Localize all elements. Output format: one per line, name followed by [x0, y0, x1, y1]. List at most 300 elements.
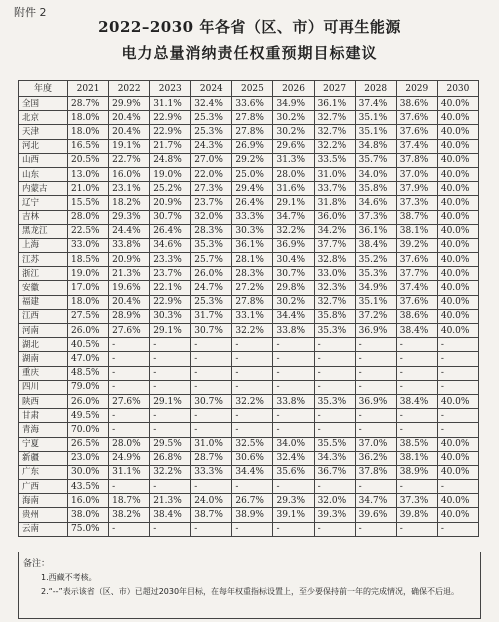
weight-cell: 37.3% — [355, 210, 396, 224]
weight-cell: 40.0% — [437, 196, 478, 210]
weight-cell: - — [314, 352, 355, 366]
weight-cell: - — [314, 366, 355, 380]
weight-cell: - — [150, 522, 191, 536]
table-row — [19, 210, 479, 224]
weight-cell: 35.3% — [191, 238, 232, 252]
weight-cell: 35.3% — [314, 394, 355, 408]
weight-cell: 40.0% — [437, 125, 478, 139]
note-item: 2.“--”表示该省（区、市）已超过2030年目标，在每年权重指标设置上，至少要保持前一年的完成情况，确保不后退。 — [41, 587, 460, 596]
weight-cell: 34.4% — [232, 465, 273, 479]
weight-cell: 33.7% — [314, 182, 355, 196]
weight-cell: 13.0% — [68, 167, 109, 181]
weight-cell: 35.8% — [355, 182, 396, 196]
table-row — [19, 253, 479, 267]
weight-cell: 32.4% — [191, 97, 232, 111]
weight-cell: 39.3% — [314, 508, 355, 522]
weight-cell: 20.4% — [109, 295, 150, 309]
weight-cell: 23.0% — [68, 451, 109, 465]
weight-cell: - — [437, 338, 478, 352]
weight-cell: 28.0% — [273, 167, 314, 181]
weight-cell: - — [273, 380, 314, 394]
weight-cell: - — [150, 423, 191, 437]
weight-cell: 38.2% — [109, 508, 150, 522]
weight-cell: 34.0% — [355, 167, 396, 181]
weight-cell: - — [314, 522, 355, 536]
table-row — [19, 125, 479, 139]
weight-cell: 36.1% — [355, 224, 396, 238]
table-row — [19, 423, 479, 437]
weight-cell: 23.3% — [150, 253, 191, 267]
province-cell: 新疆 — [19, 451, 68, 465]
weight-cell: 43.5% — [68, 480, 109, 494]
weight-cell: 40.0% — [437, 224, 478, 238]
province-cell: 湖南 — [19, 352, 68, 366]
province-cell: 江苏 — [19, 253, 68, 267]
weight-cell: - — [396, 338, 437, 352]
weight-cell: 38.4% — [396, 324, 437, 338]
weight-cell: 31.6% — [273, 182, 314, 196]
weight-cell: 40.0% — [437, 309, 478, 323]
weight-cell: 37.3% — [396, 196, 437, 210]
weight-cell: 29.1% — [273, 196, 314, 210]
weight-cell: - — [396, 409, 437, 423]
weight-cell: 32.7% — [314, 295, 355, 309]
weight-cell: 40.0% — [437, 139, 478, 153]
province-cell: 北京 — [19, 111, 68, 125]
weight-cell: - — [396, 352, 437, 366]
weight-cell: 34.0% — [273, 437, 314, 451]
weight-cell: 33.0% — [68, 238, 109, 252]
weight-cell: 28.9% — [109, 309, 150, 323]
weight-cell: 27.6% — [109, 394, 150, 408]
weight-cell: - — [396, 380, 437, 394]
province-cell: 安徽 — [19, 281, 68, 295]
weight-cell: 36.1% — [232, 238, 273, 252]
weight-cell: 15.5% — [68, 196, 109, 210]
weight-cell: 32.0% — [314, 494, 355, 508]
weight-cell: 32.3% — [314, 281, 355, 295]
province-cell: 内蒙古 — [19, 182, 68, 196]
weight-cell: 40.0% — [437, 451, 478, 465]
weight-cell: 20.5% — [68, 153, 109, 167]
weight-target-table — [18, 80, 479, 537]
weight-cell: 47.0% — [68, 352, 109, 366]
weight-cell: 38.0% — [68, 508, 109, 522]
weight-cell: 40.0% — [437, 153, 478, 167]
weight-cell: 27.8% — [232, 111, 273, 125]
province-cell: 吉林 — [19, 210, 68, 224]
province-cell: 青海 — [19, 423, 68, 437]
table-row — [19, 352, 479, 366]
weight-cell: 79.0% — [68, 380, 109, 394]
weight-cell: 40.0% — [437, 295, 478, 309]
weight-cell: 26.7% — [232, 494, 273, 508]
weight-cell: - — [355, 423, 396, 437]
weight-cell: 40.0% — [437, 167, 478, 181]
table-row — [19, 494, 479, 508]
weight-cell: 34.2% — [314, 224, 355, 238]
weight-cell: 36.7% — [314, 465, 355, 479]
weight-cell: - — [109, 522, 150, 536]
weight-cell: - — [355, 409, 396, 423]
weight-cell: 32.2% — [232, 394, 273, 408]
weight-cell: - — [273, 522, 314, 536]
weight-cell: 33.6% — [232, 97, 273, 111]
table-row — [19, 139, 479, 153]
table-row — [19, 295, 479, 309]
weight-cell: 34.9% — [355, 281, 396, 295]
weight-cell: - — [109, 423, 150, 437]
weight-cell: 26.5% — [68, 437, 109, 451]
weight-cell: - — [273, 480, 314, 494]
table-row — [19, 97, 479, 111]
weight-cell: - — [191, 480, 232, 494]
province-cell: 上海 — [19, 238, 68, 252]
weight-cell: 40.0% — [437, 437, 478, 451]
weight-cell: - — [232, 366, 273, 380]
weight-cell: - — [314, 423, 355, 437]
weight-cell: 19.6% — [109, 281, 150, 295]
weight-cell: 38.5% — [396, 437, 437, 451]
weight-cell: 28.0% — [109, 437, 150, 451]
weight-cell: 37.4% — [355, 97, 396, 111]
year-column-header: 2023 — [150, 81, 191, 97]
weight-cell: - — [191, 409, 232, 423]
province-cell: 甘肃 — [19, 409, 68, 423]
table-row — [19, 153, 479, 167]
weight-cell: - — [314, 338, 355, 352]
province-cell: 四川 — [19, 380, 68, 394]
weight-cell: 35.5% — [314, 437, 355, 451]
table-header-row — [19, 81, 479, 97]
weight-cell: - — [109, 338, 150, 352]
weight-cell: 34.7% — [355, 494, 396, 508]
year-column-header: 2028 — [355, 81, 396, 97]
weight-cell: - — [191, 338, 232, 352]
weight-cell: 35.1% — [355, 295, 396, 309]
weight-cell: 25.2% — [150, 182, 191, 196]
weight-cell: - — [437, 380, 478, 394]
weight-cell: 22.7% — [109, 153, 150, 167]
weight-cell: 22.5% — [68, 224, 109, 238]
province-cell: 天津 — [19, 125, 68, 139]
table-row — [19, 111, 479, 125]
weight-cell: 25.3% — [191, 125, 232, 139]
note-item: 1.西藏不考核。 — [41, 573, 97, 582]
year-column-header: 2021 — [68, 81, 109, 97]
weight-cell: - — [232, 338, 273, 352]
province-cell: 海南 — [19, 494, 68, 508]
weight-cell: 34.4% — [273, 309, 314, 323]
weight-cell: 24.0% — [191, 494, 232, 508]
weight-cell: 30.7% — [150, 210, 191, 224]
weight-cell: 34.9% — [273, 97, 314, 111]
province-cell: 辽宁 — [19, 196, 68, 210]
weight-cell: - — [355, 522, 396, 536]
weight-cell: - — [437, 352, 478, 366]
weight-cell: - — [273, 366, 314, 380]
weight-cell: 35.3% — [314, 324, 355, 338]
weight-cell: - — [232, 409, 273, 423]
province-cell: 陕西 — [19, 394, 68, 408]
weight-cell: 18.0% — [68, 125, 109, 139]
weight-cell: - — [396, 423, 437, 437]
weight-cell: - — [273, 409, 314, 423]
weight-cell: - — [109, 480, 150, 494]
weight-cell: 36.9% — [355, 394, 396, 408]
weight-cell: 38.4% — [396, 394, 437, 408]
weight-cell: 39.2% — [396, 238, 437, 252]
weight-cell: 29.9% — [109, 97, 150, 111]
weight-cell: 38.9% — [396, 465, 437, 479]
weight-cell: 19.1% — [109, 139, 150, 153]
weight-cell: - — [314, 380, 355, 394]
weight-cell: 18.7% — [109, 494, 150, 508]
document-title-line2: 电力总量消纳责任权重预期目标建议 — [121, 44, 378, 62]
weight-cell: - — [109, 380, 150, 394]
table-row — [19, 309, 479, 323]
table-row — [19, 224, 479, 238]
weight-cell: 40.0% — [437, 508, 478, 522]
weight-cell: 26.0% — [68, 324, 109, 338]
weight-cell: 18.0% — [68, 111, 109, 125]
weight-cell: 30.7% — [273, 267, 314, 281]
province-cell: 全国 — [19, 97, 68, 111]
weight-cell: 37.7% — [314, 238, 355, 252]
weight-cell: 37.8% — [396, 153, 437, 167]
weight-cell: 29.5% — [150, 437, 191, 451]
weight-cell: - — [437, 366, 478, 380]
weight-cell: 38.4% — [150, 508, 191, 522]
weight-cell: 48.5% — [68, 366, 109, 380]
weight-cell: 38.7% — [396, 210, 437, 224]
weight-cell: - — [150, 366, 191, 380]
weight-cell: 39.6% — [355, 508, 396, 522]
year-column-header: 2022 — [109, 81, 150, 97]
weight-cell: 37.6% — [396, 111, 437, 125]
province-cell: 浙江 — [19, 267, 68, 281]
weight-cell: 38.6% — [396, 97, 437, 111]
weight-cell: - — [273, 338, 314, 352]
document-title-line1: 2022–2030 年各省（区、市）可再生能源 — [98, 18, 401, 36]
weight-cell: - — [314, 480, 355, 494]
weight-cell: 20.9% — [109, 253, 150, 267]
weight-cell: 21.3% — [150, 494, 191, 508]
weight-cell: 26.8% — [150, 451, 191, 465]
attachment-label: 附件 2 — [14, 6, 47, 19]
weight-cell: 35.1% — [355, 125, 396, 139]
weight-cell: - — [191, 380, 232, 394]
weight-cell: - — [355, 480, 396, 494]
weight-cell: 27.0% — [191, 153, 232, 167]
weight-cell: 37.6% — [396, 125, 437, 139]
weight-cell: 30.7% — [191, 394, 232, 408]
weight-cell: - — [396, 480, 437, 494]
weight-cell: 25.3% — [191, 111, 232, 125]
weight-cell: 75.0% — [68, 522, 109, 536]
weight-cell: 38.1% — [396, 451, 437, 465]
table-row — [19, 324, 479, 338]
weight-cell: 28.3% — [232, 267, 273, 281]
weight-cell: 40.0% — [437, 238, 478, 252]
weight-cell: 32.2% — [150, 465, 191, 479]
weight-cell: 32.2% — [232, 324, 273, 338]
province-cell: 广西 — [19, 480, 68, 494]
weight-cell: 30.3% — [232, 224, 273, 238]
weight-cell: 35.3% — [355, 267, 396, 281]
weight-cell: 40.0% — [437, 253, 478, 267]
weight-cell: - — [355, 352, 396, 366]
weight-cell: 26.0% — [191, 267, 232, 281]
weight-cell: 32.0% — [191, 210, 232, 224]
weight-cell: 36.2% — [355, 451, 396, 465]
province-cell: 江西 — [19, 309, 68, 323]
weight-cell: 30.2% — [273, 125, 314, 139]
weight-cell: 37.6% — [396, 295, 437, 309]
province-cell: 云南 — [19, 522, 68, 536]
weight-cell: 36.0% — [314, 210, 355, 224]
weight-cell: 27.5% — [68, 309, 109, 323]
weight-cell: 27.2% — [232, 281, 273, 295]
weight-cell: 29.4% — [232, 182, 273, 196]
province-cell: 福建 — [19, 295, 68, 309]
weight-cell: 35.1% — [355, 111, 396, 125]
weight-cell: 29.2% — [232, 153, 273, 167]
weight-cell: 27.3% — [191, 182, 232, 196]
weight-cell: 35.7% — [355, 153, 396, 167]
weight-cell: 26.4% — [232, 196, 273, 210]
weight-cell: - — [232, 480, 273, 494]
weight-cell: 26.4% — [150, 224, 191, 238]
weight-cell: 20.9% — [150, 196, 191, 210]
weight-cell: 49.5% — [68, 409, 109, 423]
table-row — [19, 394, 479, 408]
province-cell: 重庆 — [19, 366, 68, 380]
weight-cell: 34.3% — [314, 451, 355, 465]
table-row — [19, 508, 479, 522]
weight-cell: - — [273, 352, 314, 366]
weight-cell: 18.0% — [68, 295, 109, 309]
weight-cell: 36.9% — [355, 324, 396, 338]
weight-cell: 31.0% — [191, 437, 232, 451]
weight-cell: - — [109, 409, 150, 423]
weight-cell: 37.2% — [355, 309, 396, 323]
weight-cell: 39.8% — [396, 508, 437, 522]
weight-cell: 25.7% — [191, 253, 232, 267]
weight-cell: 24.8% — [150, 153, 191, 167]
weight-cell: 28.7% — [68, 97, 109, 111]
weight-cell: 18.5% — [68, 253, 109, 267]
weight-cell: - — [150, 338, 191, 352]
table-row — [19, 480, 479, 494]
table-row — [19, 366, 479, 380]
weight-cell: 33.8% — [109, 238, 150, 252]
weight-cell: 35.2% — [355, 253, 396, 267]
province-cell: 贵州 — [19, 508, 68, 522]
table-row — [19, 465, 479, 479]
weight-cell: 31.3% — [273, 153, 314, 167]
table-row — [19, 238, 479, 252]
weight-cell: 29.1% — [150, 324, 191, 338]
weight-cell: - — [437, 409, 478, 423]
weight-cell: 40.0% — [437, 182, 478, 196]
weight-cell: 34.6% — [355, 196, 396, 210]
table-row — [19, 281, 479, 295]
table-row — [19, 267, 479, 281]
weight-cell: 28.1% — [232, 253, 273, 267]
weight-cell: 22.9% — [150, 295, 191, 309]
province-cell: 河北 — [19, 139, 68, 153]
weight-cell: 18.2% — [109, 196, 150, 210]
weight-cell: 33.0% — [314, 267, 355, 281]
weight-cell: 37.0% — [396, 167, 437, 181]
table-row — [19, 182, 479, 196]
weight-cell: 29.8% — [273, 281, 314, 295]
weight-cell: 37.0% — [355, 437, 396, 451]
weight-cell: 16.0% — [68, 494, 109, 508]
weight-cell: 19.0% — [68, 267, 109, 281]
table-row — [19, 338, 479, 352]
weight-cell: - — [273, 423, 314, 437]
weight-cell: 34.7% — [273, 210, 314, 224]
weight-cell: 30.7% — [191, 324, 232, 338]
weight-cell: - — [150, 409, 191, 423]
year-column-header: 2029 — [396, 81, 437, 97]
weight-cell: 24.9% — [109, 451, 150, 465]
weight-cell: - — [396, 366, 437, 380]
weight-cell: - — [355, 338, 396, 352]
weight-cell: - — [191, 366, 232, 380]
weight-cell: 32.7% — [314, 111, 355, 125]
weight-cell: 27.8% — [232, 295, 273, 309]
weight-cell: 29.1% — [150, 394, 191, 408]
weight-cell: 23.1% — [109, 182, 150, 196]
weight-cell: 31.1% — [109, 465, 150, 479]
province-cell: 山东 — [19, 167, 68, 181]
weight-cell: 40.0% — [437, 111, 478, 125]
weight-cell: 16.0% — [109, 167, 150, 181]
weight-cell: 24.7% — [191, 281, 232, 295]
weight-cell: - — [437, 480, 478, 494]
weight-cell: - — [232, 380, 273, 394]
weight-cell: 38.1% — [396, 224, 437, 238]
weight-cell: 37.4% — [396, 139, 437, 153]
weight-cell: 22.9% — [150, 111, 191, 125]
weight-cell: 29.6% — [273, 139, 314, 153]
weight-cell: 37.8% — [355, 465, 396, 479]
weight-cell: - — [191, 352, 232, 366]
table-row — [19, 196, 479, 210]
weight-cell: 32.2% — [314, 139, 355, 153]
weight-cell: 21.3% — [109, 267, 150, 281]
weight-cell: - — [396, 522, 437, 536]
weight-cell: 34.6% — [150, 238, 191, 252]
weight-cell: 19.0% — [150, 167, 191, 181]
table-row — [19, 167, 479, 181]
weight-cell: 34.8% — [355, 139, 396, 153]
weight-cell: 29.3% — [273, 494, 314, 508]
weight-cell: 35.8% — [314, 309, 355, 323]
notes-heading: 备注： — [23, 559, 51, 569]
table-row — [19, 522, 479, 536]
province-cell: 湖北 — [19, 338, 68, 352]
weight-cell: - — [437, 522, 478, 536]
weight-cell: - — [191, 423, 232, 437]
weight-cell: - — [109, 366, 150, 380]
weight-cell: 21.0% — [68, 182, 109, 196]
weight-cell: 33.1% — [232, 309, 273, 323]
year-column-header: 2025 — [232, 81, 273, 97]
